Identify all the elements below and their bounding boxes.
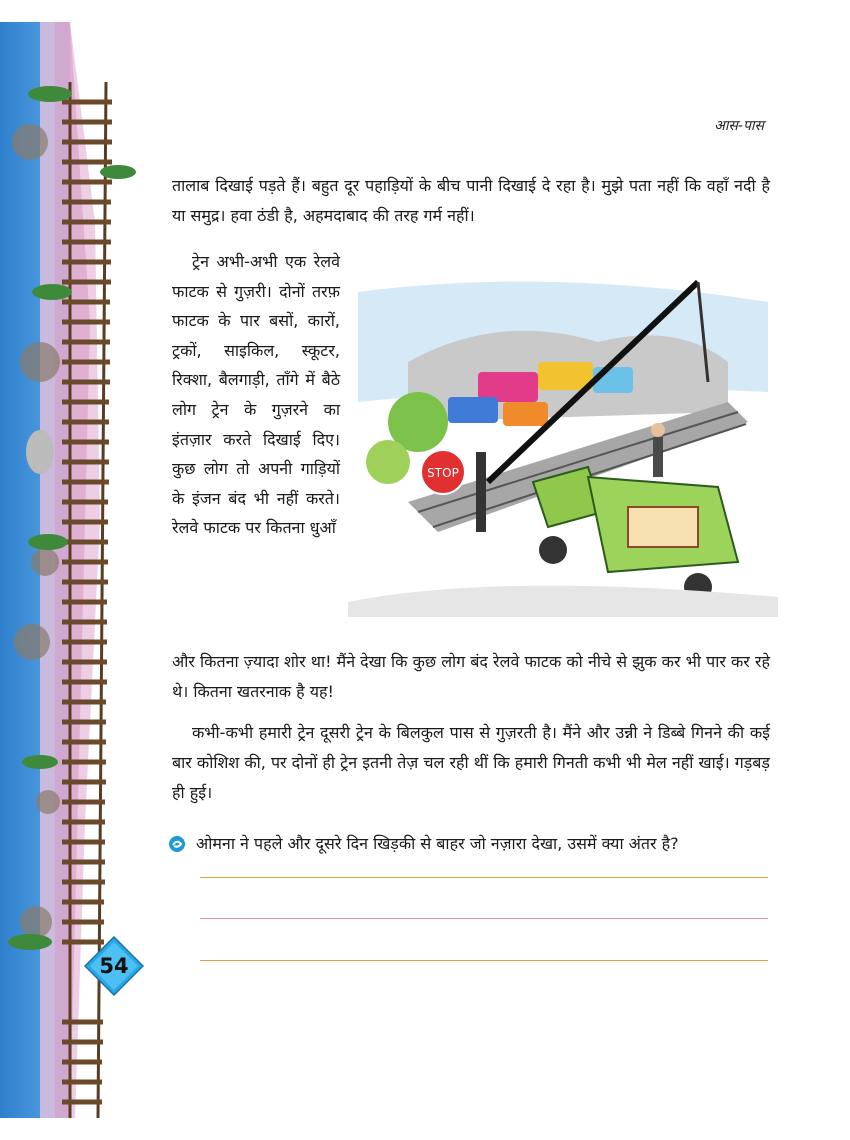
question-text: ओमना ने पहले और दूसरे दिन खिड़की से बाहर जो नज़ारा देखा, उसमें क्या अंतर है? bbox=[196, 834, 679, 853]
answer-line[interactable] bbox=[200, 918, 768, 919]
stop-sign-text: STOP bbox=[427, 466, 459, 480]
paragraph-counting-coaches bbox=[172, 718, 770, 808]
answer-line[interactable] bbox=[200, 960, 768, 961]
paragraph-lake-view: तालाब दिखाई पड़ते हैं। बहुत दूर पहाड़ियों के बीच पानी दिखाई दे रहा है। मुझे पता नहीं कि वहाँ नदी है या समुद्र। हवा ठंडी है, अहमदाबाद की तरह गर्म नहीं। bbox=[172, 176, 770, 225]
answer-line[interactable] bbox=[200, 877, 768, 878]
paragraph-railway-crossing bbox=[172, 247, 340, 543]
paragraph-counting-coaches-text: कभी-कभी हमारी ट्रेन दूसरी ट्रेन के बिलकुल पास से गुज़रती है। मैंने और उन्नी ने डिब्बे गिनने की कई बार कोशिश की, पर दोनों ही ट्रेन इतनी तेज़ चल रही थीं कि हमारी गिनती कभी भी मेल नहीं खाई। गड़बड़ ही हुई। bbox=[172, 723, 770, 802]
page-number: 54 bbox=[99, 954, 129, 978]
paragraph-railway-crossing-text: ट्रेन अभी-अभी एक रेलवे फाटक से गुज़री। दोनों तरफ़ फाटक के पार बसों, कारों, ट्रकों, साइकिल, स्कूटर, रिक्शा, बैलगाड़ी, ताँगे में बैठे लोग ट्रेन के गुज़रने का इंतज़ार करते दिखाई दिए। कुछ लोग तो अपनी गाड़ियों के इंजन बंद भी नहीं करते। रेलवे फाटक पर कितना धुआँ bbox=[172, 252, 340, 538]
railway-crossing-illustration bbox=[348, 272, 778, 617]
question-row bbox=[168, 830, 778, 858]
book-header-title: आस-पास bbox=[714, 118, 764, 134]
paragraph-railway-crossing-continued: और कितना ज़्यादा शोर था! मैंने देखा कि कुछ लोग बंद रेलवे फाटक को नीचे से झुक कर भी पार कर रहे थे। कितना खतरनाक है यह! bbox=[172, 652, 770, 701]
question-bullet-icon bbox=[168, 835, 186, 853]
